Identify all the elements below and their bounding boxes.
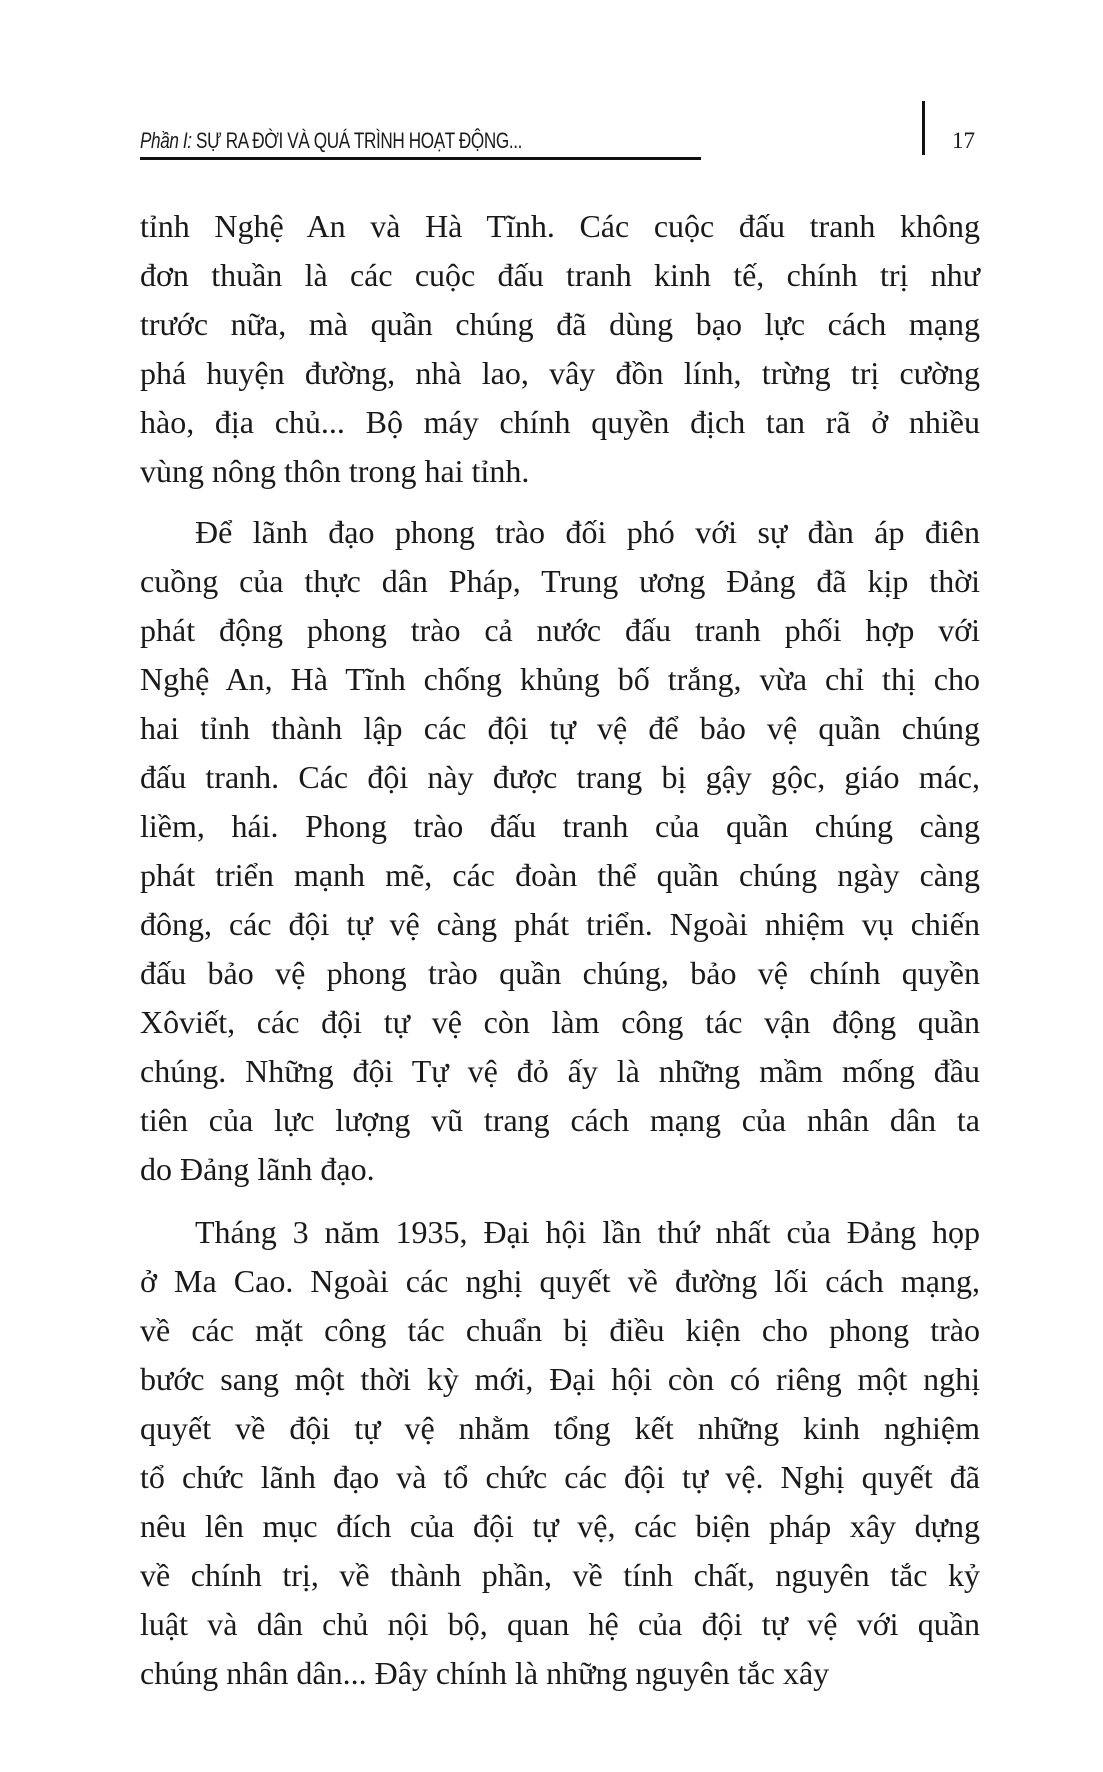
header-divider bbox=[922, 101, 925, 155]
paragraph-2 bbox=[140, 508, 980, 1194]
text-line: hào, địa chủ... Bộ máy chính quyền địch tan rã ở nhiều bbox=[140, 404, 980, 440]
section-title: SỰ RA ĐỜI VÀ QUÁ TRÌNH HOẠT ĐỘNG... bbox=[196, 128, 522, 153]
text-line: phát động phong trào cả nước đấu tranh phối hợp với bbox=[140, 612, 980, 648]
text-line: đông, các đội tự vệ càng phát triển. Ngoài nhiệm vụ chiến bbox=[140, 906, 980, 942]
text-line: Nghệ An, Hà Tĩnh chống khủng bố trắng, vừa chỉ thị cho bbox=[140, 661, 980, 697]
text-line: tổ chức lãnh đạo và tổ chức các đội tự vệ. Nghị quyết đã bbox=[140, 1459, 980, 1495]
text-line: đơn thuần là các cuộc đấu tranh kinh tế, chính trị như bbox=[140, 257, 980, 293]
text-line: Tháng 3 năm 1935, Đại hội lần thứ nhất của Đảng họp bbox=[195, 1214, 980, 1250]
part-label: Phần I: bbox=[140, 128, 192, 153]
text-line: đấu bảo vệ phong trào quần chúng, bảo vệ chính quyền bbox=[140, 955, 980, 991]
text-line: nêu lên mục đích của đội tự vệ, các biện pháp xây dựng bbox=[140, 1508, 980, 1544]
text-line: bước sang một thời kỳ mới, Đại hội còn có riêng một nghị bbox=[140, 1361, 980, 1397]
text-line: luật và dân chủ nội bộ, quan hệ của đội tự vệ với quần bbox=[140, 1606, 980, 1642]
text-line: chúng nhân dân... Đây chính là những nguyên tắc xây bbox=[140, 1655, 830, 1691]
paragraph-3 bbox=[140, 1208, 980, 1698]
text-line: phát triển mạnh mẽ, các đoàn thể quần chúng ngày càng bbox=[140, 857, 980, 893]
text-line: đấu tranh. Các đội này được trang bị gậy gộc, giáo mác, bbox=[140, 759, 980, 795]
text-line: vùng nông thôn trong hai tỉnh. bbox=[140, 453, 530, 489]
text-line: ở Ma Cao. Ngoài các nghị quyết về đường lối cách mạng, bbox=[140, 1263, 980, 1299]
text-line: Để lãnh đạo phong trào đối phó với sự đàn áp điên bbox=[195, 514, 980, 550]
text-line: về các mặt công tác chuẩn bị điều kiện cho phong trào bbox=[140, 1312, 980, 1348]
text-line: cuồng của thực dân Pháp, Trung ương Đảng đã kịp thời bbox=[140, 563, 980, 599]
text-line: do Đảng lãnh đạo. bbox=[140, 1151, 375, 1187]
text-line: trước nữa, mà quần chúng đã dùng bạo lực cách mạng bbox=[140, 306, 980, 342]
header-title bbox=[140, 128, 522, 154]
text-line: phá huyện đường, nhà lao, vây đồn lính, trừng trị cường bbox=[140, 355, 980, 391]
text-line: quyết về đội tự vệ nhằm tổng kết những kinh nghiệm bbox=[140, 1410, 980, 1446]
text-line: tiên của lực lượng vũ trang cách mạng của nhân dân ta bbox=[140, 1102, 980, 1138]
text-line: Xôviết, các đội tự vệ còn làm công tác vận động quần bbox=[140, 1004, 980, 1040]
text-line: hai tỉnh thành lập các đội tự vệ để bảo vệ quần chúng bbox=[140, 710, 980, 746]
text-line: tỉnh Nghệ An và Hà Tĩnh. Các cuộc đấu tranh không bbox=[140, 208, 980, 244]
text-line: về chính trị, về thành phần, về tính chất, nguyên tắc kỷ bbox=[140, 1557, 980, 1593]
header-underline bbox=[140, 157, 701, 160]
text-line: chúng. Những đội Tự vệ đỏ ấy là những mầm mống đầu bbox=[140, 1053, 980, 1089]
page-number: 17 bbox=[952, 128, 975, 153]
paragraph-1 bbox=[140, 202, 980, 496]
text-line: liềm, hái. Phong trào đấu tranh của quần chúng càng bbox=[140, 808, 980, 844]
